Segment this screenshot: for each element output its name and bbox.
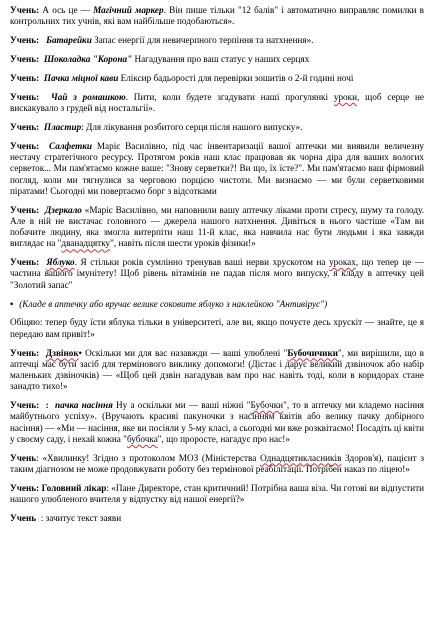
speaker-label: Учень: [10, 512, 37, 523]
item-name: Дзвінок: [45, 347, 79, 358]
paragraph-text: Обіцяю: тепер буду їсти яблука тільки в університеті, але ви, якщо почуєте десь хрускіт — знайте, це я передаю вам привіт!»: [10, 317, 424, 339]
item-name: Пластир: [43, 121, 82, 132]
item-name: пачка насіння: [55, 400, 113, 411]
paragraph-text: : зачитує текст заяви: [40, 512, 122, 523]
paragraph-napkins: Учень: Салфетки Маріє Василівно, під час інвентаризації вашої аптечки ми виявили величезну нестачу стратегічного ресурсу. Протягом років наш клас працював як чорна діра для ваших вологих серветок... Ми пам'ятаємо кожне ваше: "Знову серветки?! Ви що, їх їсте?". Ми пам'ятаємо ваш фірмовий погляд, коли ми тягнулися за черговою порцією чистоти. Ми визнаємо — ми були серветковими піратами! Сьогодні ми повертаємо борг з відсотками: [10, 140, 425, 196]
speaker-label: Учень: [10, 121, 37, 132]
paragraph-protocol: [10, 453, 424, 475]
spellcheck-word: уроках: [329, 257, 356, 268]
paragraph-chocolate: Учень: Шоколадка "Корона" Нагадування про ваш статус у наших серцях: [10, 54, 310, 65]
paragraph-text: Здоров'я), пацієнт з таким діагнозом не може продовжувати роботу без термінової реабілітації. Потрібен наказ по ліцею!»: [10, 452, 424, 474]
colon-mark: :: [45, 400, 49, 411]
paragraph-text: Маріє Василівно, під час інвентаризації вашої аптечки ми виявили величезну нестачу стратегічного ресурсу. Протягом років наш клас працював як чорна діра для ваших вологих серветок... Ми пам'ятаємо кожне ваше: "Знову серветки?! Ви що, їх їсте?". Ми пам'ятаємо ваш фірмовий погляд, коли ми тягнулися за черговою порцією чистоти. Ми визнаємо — ми були серветковими піратами! Сьогодні ми повертаємо борг з відсотками: [10, 140, 425, 196]
paragraph-text: : «Пане Директоре, стан критичний! Потрібна ваша віза. Чи готові ви відпустити нашого улюбленого вчителя у відпустку від нашої енергії?»: [10, 482, 425, 505]
speaker-label: Учень: [10, 400, 37, 411]
speaker-label: Учень: [10, 347, 37, 358]
speaker-label: Учень: [10, 5, 37, 15]
spellcheck-word: Однадцятикласників: [260, 452, 342, 463]
spellcheck-word: бубочка: [126, 433, 158, 444]
paragraph-text: . Він пише тільки "12 балів" і автоматично виправляє помилки в контрольних тих учнів, які вам найбільше подобаються».: [10, 5, 424, 27]
paragraph-text: ", то в аптечку ми кладемо насіння майбутнього успіху». (Вручають красиві пакуночки з насінням квітів або велику пачку добірного насіння) — «Ми — насіння, яке ви посіяли у 5-му класі, а сьогодні ми вже розквітаємо! Посадіть ці квіти у своєму саду, і нехай кожна ": [10, 400, 425, 444]
paragraph-text: . Пити, коли будете згадувати наші прогулянкі: [125, 91, 334, 102]
spellcheck-word: дванадцятку: [61, 238, 111, 249]
paragraph-batteries: Учень: Батарейки Запас енергії для невичерпного терпіння та натхнення».: [10, 35, 314, 46]
item-name: Головний лікар: [41, 482, 107, 493]
paragraph-apple: Учень: Яблуко. Я стільки років сумлінно тренував ваші нерви хрускотом на уроках, що тепер це — частина вашого імунітету! Щоб рівень вітамінів не падав після мого випуску, я кладу в аптечку цей "Золотий запас": [10, 257, 424, 290]
spellcheck-word: Бубочки: [250, 400, 284, 411]
paragraph-text: «Маріє Василівно, ми наповнили вашу аптечку ліками проти стресу, шуму та голоду. Але в ній не вистачає головного — джерела нашого натхнення. Дивіться в нього частіше «Там ви побачите людину, яка змогла витерпіти наш 11-й клас, яка навчила нас бути людьми і яка завжди виглядає на ": [10, 204, 425, 249]
paragraph-chamomile-tea: Учень: Чай з ромашкою. Пити, коли будете згадувати наші прогулянкі уроки, щоб серце не вискакувало з грудей від ностальгії».: [10, 91, 424, 114]
paragraph-text: Ну а оскільки ми — ваші ніжні ": [112, 400, 251, 411]
paragraph-text: ", ми вирішили, що в аптечці має бути засіб для термінового виклику допомоги! (Дістає і дарує великий дзвіночок або набір маленьких дзвіночків) — «Щоб цей дзвін нагадував вам про нас навіть тоді, коли в коридорах стане занадто тихо!»: [10, 347, 425, 392]
paragraph-text: : Для лікування розбитого серця після нашого випуску».: [81, 121, 303, 132]
item-name: Чай з ромашкою: [50, 91, 126, 102]
paragraph-text: Еліксир бадьорості для перевірки зошитів о 2-й годині ночі: [120, 72, 354, 83]
speaker-label: Учень: [10, 452, 37, 463]
item-name: Яблуко: [46, 257, 75, 268]
stage-direction-text: (Кладе в аптечку або вручає велике соковите яблуко з наклейкою "Антивірус"): [19, 298, 328, 309]
speaker-label: Учень: [10, 91, 37, 102]
item-name: Батарейки: [46, 35, 92, 46]
intro-text: А ось це —: [42, 5, 90, 15]
item-name: Магічний маркер: [93, 5, 164, 15]
speaker-label: Учень: [10, 482, 37, 493]
paragraph-text: ", що проросте, нагадує про нас!»: [157, 433, 290, 444]
paragraph-plaster: Учень: Пластир: Для лікування розбитого серця після нашого випуску».: [10, 121, 303, 132]
spellcheck-word: Бубочичики: [287, 347, 339, 358]
speaker-label: Учень: [10, 140, 37, 151]
paragraph-statement: [10, 513, 424, 524]
paragraph-bell: Учень: Дзвінок• Оскільки ми для вас назавжди — ваші улюблені "Бубочичики", ми вирішили, що в аптечці має бути засіб для термінового виклику допомоги! (Дістає і дарує великий дзвіночок або набір маленьких дзвіночків) — «Щоб цей дзвін нагадував вам про нас навіть тоді, коли в коридорах стане занадто тихо!»: [10, 347, 425, 392]
paragraph-text: . Я стільки років сумлінно тренував ваші нерви хрускотом на: [74, 257, 330, 268]
paragraph-coffee: Учень: Пачка міцної кави Еліксир бадьорості для перевірки зошитів о 2-й годині ночі: [10, 72, 354, 83]
item-name: Пачка міцної кави: [43, 72, 119, 83]
paragraph-magic-marker: Учень: А ось це — Магічний маркер. Він пише тільки "12 балів" і автоматично виправляє помилки в контрольних тих учнів, які вам найбільше подобаються».: [10, 5, 424, 27]
bullet-icon: •: [10, 298, 14, 309]
paragraph-promise: [10, 317, 424, 339]
speaker-label: Учень: [10, 72, 37, 83]
speaker-label: Учень: [10, 35, 37, 46]
bullet-icon: •: [78, 347, 82, 358]
item-name: Шоколадка "Корона": [43, 54, 133, 65]
speaker-label: Учень: [10, 204, 37, 215]
speaker-label: Учень: [10, 257, 37, 268]
paragraph-text: ", навіть після шести уроків фізики!»: [110, 238, 256, 249]
paragraph-text: , щоб серце не вискакувало з грудей від ностальгії».: [10, 91, 424, 114]
paragraph-seeds: Учень: : пачка насіння Ну а оскільки ми — ваші ніжні "Бубочки", то в аптечку ми кладемо насіння майбутнього успіху». (Вручають красиві пакуночки з насінням квітів або велику пачку добірного насіння) — «Ми — насіння, яке ви посіяли у 5-му класі, а сьогодні ми вже розквітаємо! Посадіть ці квіти у своєму саду, і нехай кожна "бубочка", що проросте, нагадує про нас!»: [10, 400, 425, 444]
paragraph-text: , що тепер це — частина вашого імунітету! Щоб рівень вітамінів не падав після мого випуску, я кладу в аптечку цей "Золотий запас": [10, 257, 424, 290]
paragraph-text: Запас енергії для невичерпного терпіння та натхнення».: [94, 35, 314, 46]
item-name: Салфетки: [49, 140, 92, 151]
spellcheck-word: уроки: [333, 91, 358, 102]
paragraph-text: Нагадування про ваш статус у наших серцях: [134, 54, 310, 65]
paragraph-text: Оскільки ми для вас назавжди — ваші улюблені ": [81, 347, 288, 358]
item-name: Дзеркало: [45, 204, 82, 215]
paragraph-mirror: Учень: Дзеркало «Маріє Василівно, ми наповнили вашу аптечку ліками проти стресу, шуму та голоду. Але в ній не вистачає головного — джерела нашого натхнення. Дивіться в нього частіше «Там ви побачите людину, яка змогла витерпіти наш 11-й клас, яка навчила нас бути людьми і яка завжди виглядає на "дванадцятку", навіть після шести уроків фізики!»: [10, 204, 425, 249]
speaker-label: Учень: [10, 54, 37, 65]
paragraph-text: : «Хвилинку! Згідно з протоколом МОЗ (Міністерства: [36, 452, 261, 463]
stage-direction-apple: [10, 299, 424, 310]
paragraph-chief-doctor: Учень: Головний лікар: «Пане Директоре, стан критичний! Потрібна ваша віза. Чи готові ви відпустити нашого улюбленого вчителя у відпустку від нашої енергії?»: [10, 482, 425, 505]
